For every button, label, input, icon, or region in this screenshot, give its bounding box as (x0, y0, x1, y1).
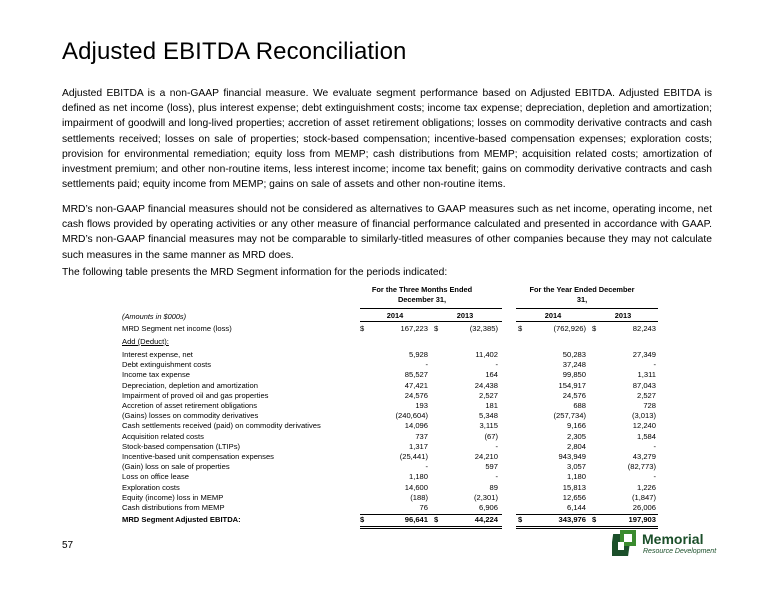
row-label: Debt extinguishment costs (122, 360, 212, 370)
add-deduct-label: Add (Deduct): (122, 337, 169, 346)
year-ended-header: For the Year Ended December 31, (529, 285, 635, 304)
logo-tagline: Resource Development (643, 548, 717, 555)
intro-paragraph: The following table presents the MRD Segment information for the periods indicated: (62, 267, 448, 278)
table-row (116, 462, 716, 472)
table-row (116, 472, 716, 482)
cell-value: 43,279 (632, 452, 656, 461)
cell-value: - (425, 462, 428, 472)
cell-value: 1,180 (566, 472, 586, 482)
cell-value: (257,734) (553, 411, 586, 421)
cell-value: (3,013) (631, 411, 656, 421)
memorial-logo (612, 528, 722, 564)
table-row (116, 360, 716, 370)
cell-value: 2,527 (636, 390, 656, 400)
total-row (116, 515, 716, 525)
cell-value: 181 (485, 401, 498, 410)
cell-value: 597 (485, 462, 498, 472)
three-months-underline (360, 308, 502, 309)
currency-symbol: $ (434, 515, 439, 524)
cell-value: 14,096 (404, 421, 428, 431)
row-label: Stock-based compensation (LTIPs) (122, 441, 241, 451)
table-row (116, 370, 716, 380)
table-row (116, 493, 716, 503)
table-row (116, 432, 716, 442)
row-label: Income tax expense (122, 370, 190, 380)
currency-symbol: $ (592, 324, 597, 333)
year-underline-fy (516, 321, 658, 322)
cell-value: 1,311 (637, 370, 656, 380)
disclaimer-paragraph: MRD’s non-GAAP financial measures should not be considered as alternatives to GAAP measures such as net income, operating income, net cash flows provided by operating activities or any other measure of financial performance calculated and presented in accordance with GAAP. MRD’s non-GAAP financial measures may not be comparable to similarly-titled measures of other companies because they may not calculate such measures in the same manner as MRD does. (62, 204, 712, 261)
cell-value: - (653, 441, 656, 451)
table-row (116, 503, 716, 513)
definition-paragraph: Adjusted EBITDA is a non-GAAP financial measure. We evaluate segment performance based on Adjusted EBITDA. Adjusted EBITDA is defined as net income (loss), plus interest expense; debt extinguishment costs; income tax expense; depreciation, depletion and amortization; impairment of goodwill and long-lived properties; accretion of asset retirement obligations; losses on commodity derivative contracts and cash settlements received; losses on sale of properties; stock-based compensation; incentive-based compensation expenses; exploration costs; provision for environmental remediation; equity loss from MEMP; cash distributions from MEMP; acquisition related costs; amortization of investment premium; and other non-routine items, less interest income; income tax benefit; gains on commodity derivative contracts and cash settlements paid; equity income from MEMP; gains on sale of assets and other non-routine items. (62, 88, 712, 191)
value-fy-2013: 82,243 (632, 324, 656, 333)
cell-value: 2,305 (566, 431, 586, 441)
total-q4-2013: 44,224 (474, 515, 498, 524)
row-label: Cash distributions from MEMP (122, 503, 225, 512)
total-underline-q4-a (360, 526, 502, 527)
year-header-fy-2013: 2013 (614, 311, 632, 320)
cell-value: 3,057 (566, 462, 586, 472)
net-income-row (116, 324, 716, 334)
currency-symbol: $ (518, 515, 523, 524)
cell-value: 15,813 (562, 482, 586, 492)
table-row (116, 411, 716, 421)
table-row (116, 442, 716, 452)
cell-value: 2,804 (566, 441, 586, 451)
total-q4-2014: 96,641 (404, 515, 428, 524)
row-label: Depreciation, depletion and amortization (122, 380, 258, 390)
cell-value: 12,240 (632, 421, 656, 431)
page-title: Adjusted EBITDA Reconciliation (62, 38, 407, 65)
cell-value: - (495, 472, 498, 482)
add-deduct-row (116, 337, 716, 347)
three-months-header: For the Three Months Ended December 31, (371, 285, 473, 304)
table-row (116, 350, 716, 360)
cell-value: - (495, 360, 498, 370)
cell-value: 85,527 (404, 370, 428, 380)
currency-symbol: $ (434, 324, 439, 333)
cell-value: 5,928 (408, 350, 428, 359)
cell-value: 14,600 (404, 482, 428, 492)
cell-value: 24,576 (404, 390, 428, 400)
table-row (116, 483, 716, 493)
cell-value: 6,144 (566, 503, 586, 512)
total-fy-2014: 343,976 (558, 515, 586, 524)
cell-value: (240,604) (395, 411, 428, 421)
cell-value: 164 (485, 370, 498, 380)
row-label: Acquisition related costs (122, 431, 204, 441)
cell-value: 2,527 (478, 390, 498, 400)
row-label: Incentive-based unit compensation expenses (122, 452, 274, 461)
units-label: (Amounts in $000s) (122, 312, 187, 321)
cell-value: (82,773) (627, 462, 656, 472)
year-header-q4-2013: 2013 (456, 311, 474, 320)
cell-value: 737 (415, 431, 428, 441)
cell-value: 89 (489, 482, 498, 492)
total-fy-2013: 197,903 (628, 515, 656, 524)
row-label: Interest expense, net (122, 350, 193, 359)
total-underline-q4-b (360, 528, 502, 529)
cell-value: 1,180 (408, 472, 428, 482)
value-q4-2013: (32,385) (469, 324, 498, 333)
cell-value: (1,847) (631, 492, 656, 502)
cell-value: 12,656 (562, 492, 586, 502)
row-label: Equity (income) loss in MEMP (122, 492, 224, 502)
cell-value: 26,006 (632, 503, 656, 512)
cell-value: - (653, 472, 656, 482)
cell-value: (2,301) (473, 492, 498, 502)
cell-value: 1,584 (636, 431, 656, 441)
currency-symbol: $ (518, 324, 523, 333)
total-label: MRD Segment Adjusted EBITDA: (122, 515, 241, 524)
value-q4-2014: 167,223 (400, 324, 428, 333)
table-row (116, 401, 716, 411)
cell-value: 9,166 (566, 421, 586, 431)
cell-value: 24,210 (474, 452, 498, 461)
cell-value: 728 (643, 401, 656, 410)
total-underline-fy-a (516, 526, 658, 527)
row-label: Accretion of asset retirement obligations (122, 401, 258, 410)
currency-symbol: $ (360, 515, 365, 524)
year-header-fy-2014: 2014 (544, 311, 562, 320)
cell-value: 50,283 (562, 350, 586, 359)
year-header-q4-2014: 2014 (386, 311, 404, 320)
cell-value: 943,949 (558, 452, 586, 461)
cell-value: 3,115 (479, 421, 498, 431)
cell-value: 24,576 (562, 390, 586, 400)
cell-value: 688 (573, 401, 586, 410)
cell-value: 47,421 (404, 380, 428, 390)
cell-value: (188) (410, 492, 428, 502)
currency-symbol: $ (592, 515, 597, 524)
page-number: 57 (62, 540, 74, 551)
table-row (116, 381, 716, 391)
cell-value: (25,441) (399, 452, 428, 461)
table-row (116, 391, 716, 401)
table-row (116, 452, 716, 462)
cell-value: 76 (419, 503, 428, 512)
row-label: Impairment of proved oil and gas properties (122, 390, 269, 400)
cell-value: - (425, 360, 428, 370)
cell-value: 1,226 (636, 482, 656, 492)
cell-value: - (495, 441, 498, 451)
row-label: MRD Segment net income (loss) (122, 324, 232, 333)
cell-value: 6,906 (478, 503, 498, 512)
logo-name: Memorial (642, 531, 704, 547)
row-label: (Gain) loss on sale of properties (122, 462, 230, 472)
cell-value: 24,438 (474, 380, 498, 390)
cell-value: 99,850 (562, 370, 586, 380)
cell-value: 1,317 (408, 441, 428, 451)
year-ended-underline (516, 308, 658, 309)
cell-value: (67) (484, 431, 498, 441)
cell-value: - (653, 360, 656, 370)
row-label: Cash settlements received (paid) on commodity derivatives (122, 421, 321, 431)
cell-value: 37,248 (562, 360, 586, 370)
row-label: Exploration costs (122, 482, 180, 492)
cell-value: 193 (415, 401, 428, 410)
cell-value: 11,402 (475, 350, 498, 359)
cell-value: 154,917 (558, 380, 586, 390)
cell-value: 87,043 (632, 380, 656, 390)
year-underline-q4 (360, 321, 502, 322)
cell-value: 27,349 (632, 350, 656, 359)
table-row (116, 421, 716, 431)
value-fy-2014: (762,926) (553, 324, 586, 333)
row-label: Loss on office lease (122, 472, 189, 482)
cell-value: 5,348 (478, 411, 498, 421)
currency-symbol: $ (360, 324, 365, 333)
row-label: (Gains) losses on commodity derivatives (122, 411, 259, 421)
